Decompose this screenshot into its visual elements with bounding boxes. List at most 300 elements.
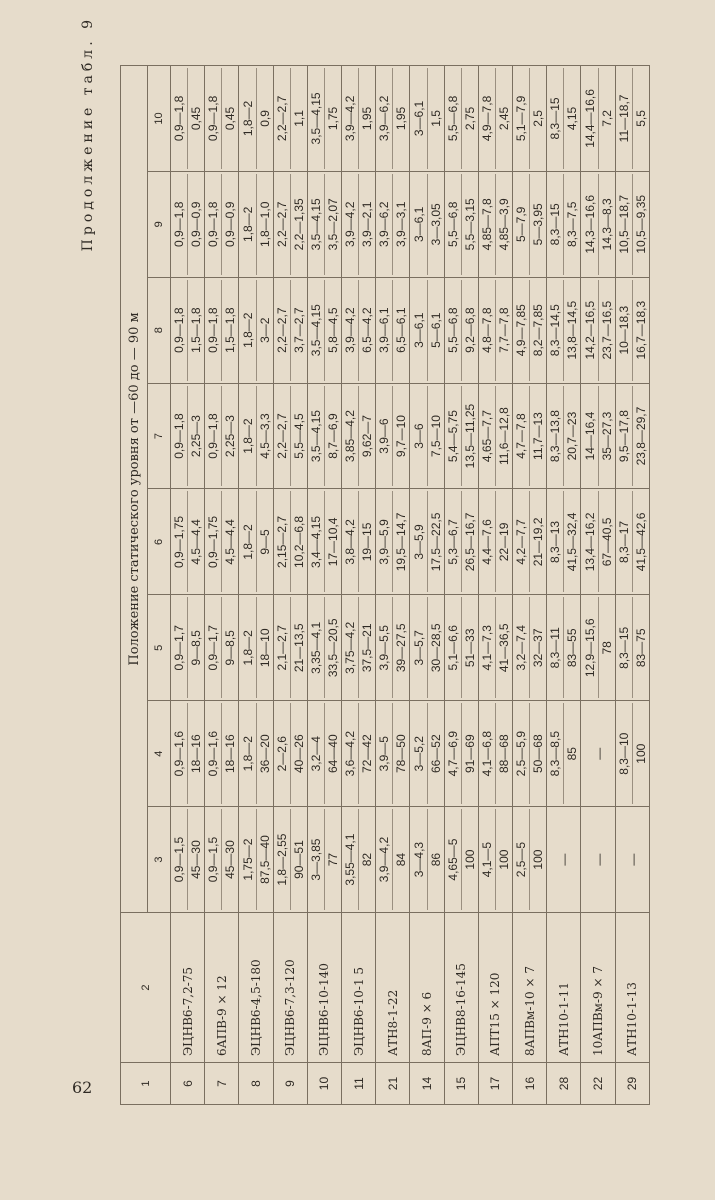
flow-range: 14—16,4 [583, 386, 599, 487]
ratio-range: 8,3—7,5 [565, 201, 580, 247]
ratio-range: 18—16 [223, 734, 238, 774]
flow-range: 8,3—13,8 [548, 386, 564, 487]
ratio-range: 17—10,4 [325, 517, 340, 567]
flow-range: 4,65—7,7 [480, 386, 496, 487]
ratio-range: 37,5—21 [360, 623, 375, 673]
flow-range: 2,5—5 [514, 809, 530, 910]
row-number: 28 [547, 1063, 581, 1105]
value-cell [444, 66, 478, 172]
value-cell [342, 277, 376, 383]
ratio-range: 1,5 [428, 110, 443, 127]
value-cell [444, 277, 478, 383]
flow-range: 8,3—8,5 [548, 703, 564, 804]
col-header-10: 10 [148, 66, 171, 172]
flow-range: 4,1—6,8 [480, 703, 496, 804]
flow-range: 1,8—2 [241, 68, 257, 169]
value-cell [376, 807, 410, 913]
flow-range: 5,1—6,6 [446, 597, 462, 698]
flow-range: 3,9—4,2 [343, 174, 359, 275]
value-cell [581, 595, 615, 701]
flow-range: 3—4,3 [412, 809, 428, 910]
value-cell [376, 277, 410, 383]
flow-range: 3,5—4,15 [309, 386, 325, 487]
flow-range: 3—5,9 [412, 492, 428, 593]
value-cell [410, 383, 444, 489]
pump-model: 10АПВм-9 × 7 [581, 913, 615, 1063]
flow-range: 4,7—6,9 [446, 703, 462, 804]
ratio-range: 45—30 [189, 840, 204, 879]
ratio-range: 7,5—10 [428, 415, 443, 458]
column-number-row [121, 66, 148, 1105]
ratio-range: 41—36,5 [496, 623, 511, 673]
col-header-9: 9 [148, 171, 171, 277]
value-cell [547, 66, 581, 172]
flow-range: 3—6,1 [412, 280, 428, 381]
value-cell [478, 701, 512, 807]
ratio-range: 3,9—2,1 [360, 201, 375, 247]
value-cell [581, 383, 615, 489]
flow-range: 0,9—1,6 [206, 703, 222, 804]
flow-range: 1,8—2 [241, 174, 257, 275]
value-cell [239, 171, 273, 277]
ratio-range: 23,8—29,7 [633, 406, 648, 466]
value-cell [513, 595, 547, 701]
value-cell [547, 171, 581, 277]
col-header-5: 5 [148, 595, 171, 701]
value-cell [444, 383, 478, 489]
ratio-range: 41,5—42,6 [633, 512, 648, 572]
value-cell [615, 807, 649, 913]
ratio-range: 2,2—1,35 [291, 198, 306, 251]
ratio-range: 7,7—7,8 [496, 307, 511, 353]
ratio-range: 4,85—3,9 [496, 198, 511, 251]
flow-range: 0,9—1,7 [172, 597, 188, 698]
value-cell [273, 277, 307, 383]
flow-range: 0,9—1,8 [172, 280, 188, 381]
col-header-1: 1 [121, 1063, 171, 1105]
value-cell [410, 66, 444, 172]
group-header: Положение статического уровня от —60 до — 90 м [121, 66, 148, 913]
ratio-range: 85 [565, 747, 580, 761]
row-number: 11 [342, 1063, 376, 1105]
value-cell [171, 701, 205, 807]
value-cell [410, 171, 444, 277]
flow-range: 5,5—6,8 [446, 174, 462, 275]
value-cell [478, 489, 512, 595]
value-cell [239, 489, 273, 595]
ratio-range: 0,9—0,9 [189, 201, 204, 247]
ratio-range: 6,5—6,1 [394, 307, 409, 353]
flow-range: 8,3—11 [548, 597, 564, 698]
value-cell [273, 595, 307, 701]
value-cell [615, 277, 649, 383]
flow-range: 4,8—7,8 [480, 280, 496, 381]
flow-range: 9,5—17,8 [617, 386, 633, 487]
value-cell [307, 489, 341, 595]
value-cell [171, 383, 205, 489]
table-row [342, 66, 376, 1105]
ratio-range: 9—8,5 [189, 630, 204, 666]
ratio-range: 5,8—4,5 [325, 307, 340, 353]
flow-range: — [625, 853, 640, 866]
value-cell [547, 595, 581, 701]
ratio-range: 66—52 [428, 734, 443, 774]
ratio-range: 4,5—3,3 [257, 413, 272, 459]
row-number: 14 [410, 1063, 444, 1105]
ratio-range: 11,6—12,8 [496, 407, 511, 465]
value-cell [478, 595, 512, 701]
pump-model: ЭЦНВ6-7,3-120 [273, 913, 307, 1063]
ratio-range: 86 [428, 852, 443, 867]
flow-range: 13,4—16,2 [583, 492, 599, 593]
flow-range: 1,75—2 [241, 809, 257, 910]
row-number: 7 [205, 1063, 239, 1105]
flow-range: 3,55—4,1 [343, 809, 359, 910]
value-cell [547, 701, 581, 807]
value-cell [273, 701, 307, 807]
flow-range: 2,2—2,7 [275, 68, 291, 169]
ratio-range: 36—20 [257, 734, 272, 774]
ratio-range: 1,95 [394, 106, 409, 131]
value-cell [171, 66, 205, 172]
ratio-range: 78 [599, 641, 614, 655]
flow-range: 8,3—14,5 [548, 280, 564, 381]
flow-range: 2,15—2,7 [275, 492, 291, 593]
ratio-range: 0,45 [189, 106, 204, 131]
pump-model: АТН10-1-13 [615, 913, 649, 1063]
value-cell [444, 171, 478, 277]
flow-range: 3,9—4,2 [377, 809, 393, 910]
value-cell [376, 66, 410, 172]
ratio-range: 1,75 [325, 106, 340, 131]
value-cell [273, 66, 307, 172]
page-number: 62 [72, 1078, 93, 1097]
ratio-range: 100 [633, 743, 648, 764]
flow-range: 3,9—5,9 [377, 492, 393, 593]
ratio-range: 23,7—16,5 [599, 300, 614, 360]
ratio-range: 1,5—1,8 [189, 307, 204, 353]
flow-range: 4,1—7,3 [480, 597, 496, 698]
value-cell [205, 807, 239, 913]
flow-range: 4,1—5 [480, 809, 496, 910]
ratio-range: 0,9 [257, 110, 272, 127]
flow-range: 3,8—4,2 [343, 492, 359, 593]
table-row [307, 66, 341, 1105]
flow-range: 3,9—4,2 [343, 280, 359, 381]
value-cell [444, 807, 478, 913]
flow-range: 10,5—18,7 [617, 174, 633, 275]
ratio-range: 16,7—18,3 [633, 300, 648, 360]
flow-range: 3—6 [412, 386, 428, 487]
ratio-range: 50—68 [531, 734, 546, 774]
value-cell [615, 701, 649, 807]
value-cell [410, 701, 444, 807]
ratio-range: 9—5 [257, 529, 272, 555]
ratio-range: 3,9—3,1 [394, 201, 409, 247]
flow-range: 5,5—6,8 [446, 280, 462, 381]
flow-range: 5,4—5,75 [446, 386, 462, 487]
flow-range: 11—18,7 [617, 68, 633, 169]
row-number: 15 [444, 1063, 478, 1105]
flow-range: 0,9—1,8 [206, 386, 222, 487]
ratio-range: 2,25—3 [223, 415, 238, 458]
flow-range: 4,9—7,85 [514, 280, 530, 381]
value-cell [581, 701, 615, 807]
pump-model: ЭЦНВ6-4,5-180 [239, 913, 273, 1063]
table-row [478, 66, 512, 1105]
row-number: 6 [171, 1063, 205, 1105]
value-cell [444, 595, 478, 701]
pump-model: ЭЦНВ8-16-145 [444, 913, 478, 1063]
value-cell [342, 383, 376, 489]
ratio-range: 6,5—4,2 [360, 307, 375, 353]
col-header-3: 3 [148, 807, 171, 913]
value-cell [581, 66, 615, 172]
flow-range: 3,5—4,15 [309, 68, 325, 169]
table-row [376, 66, 410, 1105]
ratio-range: 19—15 [360, 522, 375, 562]
value-cell [342, 807, 376, 913]
flow-range: 3,75—4,2 [343, 597, 359, 698]
flow-range: 5,1—7,9 [514, 68, 530, 169]
row-number: 21 [376, 1063, 410, 1105]
ratio-range: 9,62—7 [360, 415, 375, 458]
flow-range: 3,35—4,1 [309, 597, 325, 698]
value-cell [205, 489, 239, 595]
value-cell [307, 66, 341, 172]
table-body [171, 66, 650, 1105]
flow-range: 4,9—7,8 [480, 68, 496, 169]
value-cell [376, 595, 410, 701]
ratio-range: 33,5—20,5 [325, 618, 340, 678]
pump-model: АТН8-1-22 [376, 913, 410, 1063]
flow-range: 3,6—4,2 [343, 703, 359, 804]
flow-range: 1,8—2 [241, 703, 257, 804]
flow-range: 3,5—4,15 [309, 174, 325, 275]
flow-range: 14,3—16,6 [583, 174, 599, 275]
table-row [547, 66, 581, 1105]
ratio-range: 35—27,3 [599, 411, 614, 461]
ratio-range: 5,5—4,5 [291, 413, 306, 459]
pump-model: 8АПВм-10 × 7 [513, 913, 547, 1063]
flow-range: 8,3—10 [617, 703, 633, 804]
ratio-range: 13,8—14,5 [565, 300, 580, 360]
ratio-range: 32—37 [531, 628, 546, 668]
table-row [581, 66, 615, 1105]
table-row [444, 66, 478, 1105]
table-row [410, 66, 444, 1105]
col-header-2: 2 [121, 913, 171, 1063]
flow-range: 0,9—1,8 [172, 386, 188, 487]
flow-range: 3,9—4,2 [343, 68, 359, 169]
flow-range: 1,8—2 [241, 280, 257, 381]
flow-range: 8,3—15 [617, 597, 633, 698]
ratio-range: 39—27,5 [394, 623, 409, 673]
flow-range: 3—5,2 [412, 703, 428, 804]
value-cell [171, 595, 205, 701]
flow-range: 0,9—1,5 [206, 809, 222, 910]
value-cell [513, 489, 547, 595]
pump-model: 8АП-9 × 6 [410, 913, 444, 1063]
ratio-range: 26,5—16,7 [462, 512, 477, 572]
pump-model: 6АПВ-9 × 12 [205, 913, 239, 1063]
value-cell [581, 489, 615, 595]
ratio-range: 1,95 [360, 106, 375, 131]
flow-range: 10—18,3 [617, 280, 633, 381]
row-number: 10 [307, 1063, 341, 1105]
ratio-range: 87,5—40 [257, 835, 272, 884]
flow-range: 1,8—2 [241, 597, 257, 698]
ratio-range: 90—51 [291, 840, 306, 879]
flow-range: 3—3,85 [309, 809, 325, 910]
ratio-range: 18—16 [189, 734, 204, 774]
ratio-range: 3—2 [257, 317, 272, 343]
flow-range: 1,8—2 [241, 386, 257, 487]
flow-range: 0,9—1,8 [172, 174, 188, 275]
value-cell [342, 66, 376, 172]
flow-range: 3,9—6,2 [377, 68, 393, 169]
value-cell [205, 701, 239, 807]
flow-range: 5,5—6,8 [446, 68, 462, 169]
value-cell [239, 383, 273, 489]
ratio-range: 4,15 [565, 106, 580, 131]
ratio-range: 2,25—3 [189, 415, 204, 458]
value-cell [239, 701, 273, 807]
flow-range: 0,9—1,8 [206, 280, 222, 381]
flow-range: 4,85—7,8 [480, 174, 496, 275]
ratio-range: 21—13,5 [291, 623, 306, 673]
value-cell [239, 807, 273, 913]
flow-range: 0,9—1,6 [172, 703, 188, 804]
ratio-range: 82 [360, 852, 375, 867]
value-cell [273, 807, 307, 913]
value-cell [307, 807, 341, 913]
flow-range: 3,2—7,4 [514, 597, 530, 698]
value-cell [342, 595, 376, 701]
col-header-6: 6 [148, 489, 171, 595]
flow-range: 3—6,1 [412, 68, 428, 169]
value-cell [615, 595, 649, 701]
row-number: 9 [273, 1063, 307, 1105]
pump-model: АПТ15 × 120 [478, 913, 512, 1063]
ratio-range: 5—6,1 [428, 312, 443, 348]
value-cell [171, 807, 205, 913]
value-cell [239, 277, 273, 383]
ratio-range: 22—19 [496, 522, 511, 562]
value-cell [581, 807, 615, 913]
flow-range: 8,3—13 [548, 492, 564, 593]
flow-range: 14,2—16,5 [583, 280, 599, 381]
flow-range: 3,5—4,15 [309, 280, 325, 381]
flow-range: 4,4—7,6 [480, 492, 496, 593]
ratio-range: 78—50 [394, 734, 409, 774]
ratio-range: 8,2—7,85 [531, 304, 546, 357]
col-header-7: 7 [148, 383, 171, 489]
value-cell [444, 489, 478, 595]
value-cell [615, 383, 649, 489]
value-cell [478, 66, 512, 172]
flow-range: 5,3—6,7 [446, 492, 462, 593]
col-header-8: 8 [148, 277, 171, 383]
value-cell [307, 595, 341, 701]
value-cell [342, 701, 376, 807]
row-number: 16 [513, 1063, 547, 1105]
value-cell [307, 277, 341, 383]
flow-range: 3,4—4,15 [309, 492, 325, 593]
ratio-range: 18—10 [257, 628, 272, 668]
row-number: 8 [239, 1063, 273, 1105]
flow-range: 0,9—1,75 [172, 492, 188, 593]
pump-model: ЭЦНВ6-7,2-75 [171, 913, 205, 1063]
value-cell [547, 277, 581, 383]
ratio-range: 3—3,05 [428, 203, 443, 246]
value-cell [410, 277, 444, 383]
table-row [171, 66, 205, 1105]
value-cell [615, 489, 649, 595]
ratio-range: 100 [496, 849, 511, 870]
value-cell [239, 595, 273, 701]
ratio-range: 1,5—1,8 [223, 307, 238, 353]
table-row [239, 66, 273, 1105]
ratio-range: 0,9—0,9 [223, 201, 238, 247]
ratio-range: 8,7—6,9 [325, 413, 340, 459]
ratio-range: 100 [462, 849, 477, 870]
table-row [273, 66, 307, 1105]
value-cell [513, 807, 547, 913]
value-cell [171, 489, 205, 595]
value-cell [376, 383, 410, 489]
value-cell [171, 277, 205, 383]
value-cell [205, 383, 239, 489]
ratio-range: 83—55 [565, 628, 580, 668]
ratio-range: 9,2—6,8 [462, 307, 477, 353]
ratio-range: 13,5—11,25 [462, 403, 477, 469]
value-cell [547, 807, 581, 913]
flow-range: 3—6,1 [412, 174, 428, 275]
table-row [615, 66, 649, 1105]
flow-range: 3,85—4,2 [343, 386, 359, 487]
ratio-range: 40—26 [291, 734, 306, 774]
flow-range: 0,9—1,7 [206, 597, 222, 698]
ratio-range: 5,5 [633, 110, 648, 127]
ratio-range: 1,1 [291, 110, 306, 127]
flow-range: 3,2—4 [309, 703, 325, 804]
flow-range: 4,7—7,8 [514, 386, 530, 487]
ratio-range: 41,5—32,4 [565, 512, 580, 572]
ratio-range: 88—68 [496, 734, 511, 774]
value-cell [513, 383, 547, 489]
value-cell [273, 383, 307, 489]
ratio-range: 11,7—13 [531, 412, 546, 460]
ratio-range: 30—28,5 [428, 623, 443, 673]
flow-range: 2,1—2,7 [275, 597, 291, 698]
ratio-range: 84 [394, 852, 409, 867]
pump-model: ЭЦНВ6-10-1 5 [342, 913, 376, 1063]
flow-range: 1,8—2,55 [275, 809, 291, 910]
ratio-range: 72—42 [360, 734, 375, 774]
ratio-range: 19,5—14,7 [394, 512, 409, 572]
value-cell [410, 489, 444, 595]
value-cell [205, 277, 239, 383]
flow-range: 3,9—6,2 [377, 174, 393, 275]
value-cell [376, 171, 410, 277]
flow-range: 0,9—1,8 [206, 68, 222, 169]
flow-range: — [591, 747, 606, 760]
ratio-range: 0,45 [223, 106, 238, 131]
value-cell [342, 171, 376, 277]
ratio-range: 20,7—23 [565, 411, 580, 461]
value-cell [478, 807, 512, 913]
